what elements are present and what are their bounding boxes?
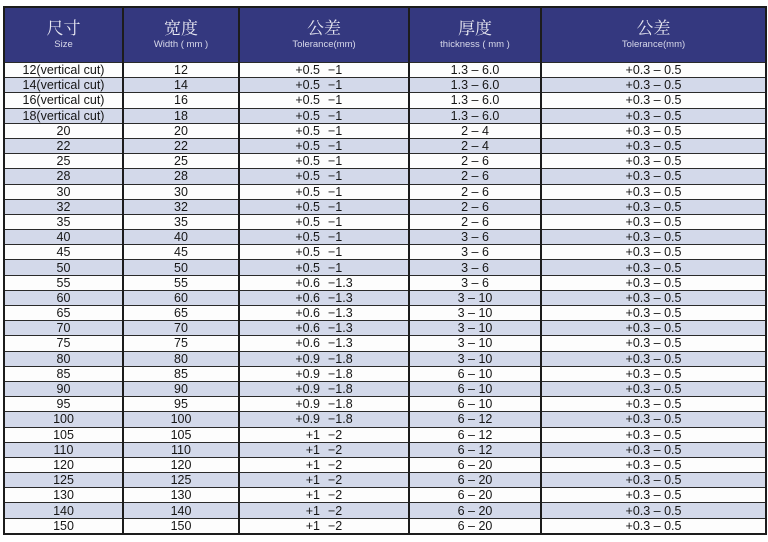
tolerance-plus: +0.5 (295, 78, 320, 93)
table-row (4, 108, 766, 123)
cell-width: 70 (123, 321, 239, 336)
header-width-tolerance (239, 7, 409, 63)
cell-size: 120 (4, 457, 123, 472)
cell-width: 105 (123, 427, 239, 442)
cell-width-tolerance (239, 108, 409, 123)
table-row (4, 473, 766, 488)
tolerance-minus: −1 (328, 184, 343, 199)
cell-size: 105 (4, 427, 123, 442)
cell-thickness: 1.3 – 6.0 (409, 93, 541, 108)
cell-width-tolerance (239, 199, 409, 214)
cell-thickness: 1.3 – 6.0 (409, 78, 541, 93)
cell-width-tolerance (239, 154, 409, 169)
tolerance-minus: −1 (328, 93, 343, 108)
cell-size: 30 (4, 184, 123, 199)
tolerance-minus: −2 (328, 503, 343, 518)
tolerance-plus: +0.9 (295, 412, 320, 427)
cell-thickness: 6 – 20 (409, 457, 541, 472)
cell-width: 140 (123, 503, 239, 518)
header-en: thickness ( mm ) (440, 39, 510, 50)
cell-thickness: 6 – 20 (409, 473, 541, 488)
cell-width-tolerance (239, 260, 409, 275)
tolerance-minus: −1 (328, 108, 343, 123)
tolerance-minus: −2 (328, 442, 343, 457)
tolerance-plus: +1 (305, 473, 320, 488)
cell-thickness: 6 – 20 (409, 518, 541, 534)
header-en: Size (54, 39, 73, 50)
table-row (4, 412, 766, 427)
cell-thickness-tolerance: +0.3 – 0.5 (541, 290, 766, 305)
cell-width: 45 (123, 245, 239, 260)
cell-thickness-tolerance: +0.3 – 0.5 (541, 260, 766, 275)
tolerance-minus: −1.3 (328, 336, 353, 351)
cell-thickness-tolerance: +0.3 – 0.5 (541, 63, 766, 78)
cell-size: 75 (4, 336, 123, 351)
cell-thickness: 6 – 10 (409, 397, 541, 412)
cell-width-tolerance (239, 351, 409, 366)
header-zh: 公差 (307, 19, 341, 39)
header-zh: 公差 (636, 19, 671, 39)
cell-thickness: 2 – 6 (409, 169, 541, 184)
tolerance-plus: +0.5 (295, 245, 320, 260)
cell-width-tolerance (239, 306, 409, 321)
cell-thickness-tolerance: +0.3 – 0.5 (541, 108, 766, 123)
tolerance-minus: −1.8 (328, 382, 353, 397)
cell-thickness: 3 – 10 (409, 321, 541, 336)
spec-table (3, 6, 767, 535)
table-row (4, 184, 766, 199)
cell-thickness: 6 – 12 (409, 442, 541, 457)
tolerance-minus: −1.8 (328, 412, 353, 427)
cell-width-tolerance (239, 321, 409, 336)
tolerance-plus: +0.9 (295, 351, 320, 366)
tolerance-minus: −2 (328, 518, 343, 533)
cell-width-tolerance (239, 503, 409, 518)
cell-width-tolerance (239, 427, 409, 442)
header-en: Width ( mm ) (153, 39, 209, 50)
table-row (4, 78, 766, 93)
cell-width-tolerance (239, 230, 409, 245)
cell-size: 85 (4, 366, 123, 381)
cell-width-tolerance (239, 123, 409, 138)
cell-size: 110 (4, 442, 123, 457)
cell-width-tolerance (239, 457, 409, 472)
cell-size: 60 (4, 290, 123, 305)
tolerance-plus: +0.6 (295, 321, 320, 336)
cell-size: 20 (4, 123, 123, 138)
cell-thickness: 3 – 6 (409, 275, 541, 290)
cell-thickness-tolerance: +0.3 – 0.5 (541, 488, 766, 503)
cell-width-tolerance (239, 184, 409, 199)
tolerance-plus: +0.5 (295, 230, 320, 245)
cell-thickness-tolerance: +0.3 – 0.5 (541, 93, 766, 108)
tolerance-plus: +1 (305, 427, 320, 442)
cell-width: 50 (123, 260, 239, 275)
cell-thickness-tolerance: +0.3 – 0.5 (541, 245, 766, 260)
tolerance-plus: +0.5 (295, 63, 320, 78)
header-zh: 尺寸 (46, 19, 81, 39)
cell-thickness: 6 – 12 (409, 412, 541, 427)
header-size (4, 7, 123, 63)
cell-thickness-tolerance: +0.3 – 0.5 (541, 351, 766, 366)
tolerance-plus: +0.5 (295, 108, 320, 123)
table-row (4, 245, 766, 260)
cell-size: 70 (4, 321, 123, 336)
cell-width: 95 (123, 397, 239, 412)
cell-thickness-tolerance: +0.3 – 0.5 (541, 184, 766, 199)
table-row (4, 260, 766, 275)
tolerance-minus: −1 (328, 245, 343, 260)
table-row (4, 397, 766, 412)
tolerance-plus: +0.5 (295, 154, 320, 169)
table-row (4, 290, 766, 305)
cell-thickness-tolerance: +0.3 – 0.5 (541, 199, 766, 214)
cell-size: 32 (4, 199, 123, 214)
cell-size: 14(vertical cut) (4, 78, 123, 93)
cell-thickness: 3 – 10 (409, 306, 541, 321)
cell-thickness: 6 – 20 (409, 503, 541, 518)
cell-width: 18 (123, 108, 239, 123)
cell-thickness-tolerance: +0.3 – 0.5 (541, 427, 766, 442)
tolerance-plus: +0.6 (295, 306, 320, 321)
table-row (4, 306, 766, 321)
cell-thickness: 2 – 4 (409, 123, 541, 138)
cell-width: 75 (123, 336, 239, 351)
header-en: Tolerance(mm) (621, 39, 686, 50)
cell-size: 28 (4, 169, 123, 184)
cell-thickness-tolerance: +0.3 – 0.5 (541, 306, 766, 321)
cell-width: 100 (123, 412, 239, 427)
cell-width: 90 (123, 381, 239, 396)
tolerance-minus: −1.8 (328, 366, 353, 381)
tolerance-minus: −2 (328, 488, 343, 503)
cell-size: 45 (4, 245, 123, 260)
cell-thickness: 2 – 6 (409, 199, 541, 214)
cell-size: 125 (4, 473, 123, 488)
cell-width-tolerance (239, 138, 409, 153)
cell-width-tolerance (239, 336, 409, 351)
cell-thickness: 3 – 10 (409, 351, 541, 366)
tolerance-plus: +1 (305, 518, 320, 533)
tolerance-plus: +0.9 (295, 397, 320, 412)
header-width (123, 7, 239, 63)
table-row (4, 230, 766, 245)
header-thickness (409, 7, 541, 63)
table-row (4, 93, 766, 108)
cell-thickness: 3 – 10 (409, 336, 541, 351)
cell-thickness: 3 – 10 (409, 290, 541, 305)
cell-width-tolerance (239, 397, 409, 412)
cell-thickness: 6 – 10 (409, 381, 541, 396)
tolerance-minus: −2 (328, 473, 343, 488)
tolerance-plus: +0.9 (295, 366, 320, 381)
cell-width-tolerance (239, 381, 409, 396)
table-body (4, 63, 766, 534)
cell-thickness-tolerance: +0.3 – 0.5 (541, 230, 766, 245)
tolerance-plus: +0.5 (295, 199, 320, 214)
cell-thickness: 2 – 4 (409, 138, 541, 153)
cell-size: 55 (4, 275, 123, 290)
cell-thickness: 2 – 6 (409, 154, 541, 169)
tolerance-minus: −1.8 (328, 397, 353, 412)
tolerance-minus: −1 (328, 214, 343, 229)
cell-width: 32 (123, 199, 239, 214)
cell-thickness: 3 – 6 (409, 230, 541, 245)
table-row (4, 488, 766, 503)
cell-width-tolerance (239, 488, 409, 503)
cell-thickness-tolerance: +0.3 – 0.5 (541, 442, 766, 457)
tolerance-minus: −1 (328, 230, 343, 245)
tolerance-minus: −1 (328, 154, 343, 169)
cell-width: 110 (123, 442, 239, 457)
cell-width: 28 (123, 169, 239, 184)
tolerance-plus: +0.5 (295, 169, 320, 184)
table-row (4, 275, 766, 290)
cell-thickness-tolerance: +0.3 – 0.5 (541, 473, 766, 488)
cell-thickness-tolerance: +0.3 – 0.5 (541, 275, 766, 290)
tolerance-plus: +1 (305, 442, 320, 457)
tolerance-minus: −1.3 (328, 275, 353, 290)
table-row (4, 503, 766, 518)
header-en: Tolerance(mm) (292, 39, 356, 50)
cell-size: 25 (4, 154, 123, 169)
table-row (4, 321, 766, 336)
cell-thickness-tolerance: +0.3 – 0.5 (541, 123, 766, 138)
tolerance-minus: −1.3 (328, 306, 353, 321)
table-row (4, 123, 766, 138)
table-row (4, 518, 766, 534)
cell-thickness: 2 – 6 (409, 184, 541, 199)
tolerance-plus: +0.5 (295, 184, 320, 199)
table-row (4, 442, 766, 457)
cell-width-tolerance (239, 245, 409, 260)
cell-width: 20 (123, 123, 239, 138)
cell-width: 22 (123, 138, 239, 153)
cell-size: 18(vertical cut) (4, 108, 123, 123)
table-row (4, 381, 766, 396)
header-row (4, 7, 766, 63)
cell-width: 120 (123, 457, 239, 472)
cell-width: 12 (123, 63, 239, 78)
table-row (4, 63, 766, 78)
cell-size: 16(vertical cut) (4, 93, 123, 108)
cell-thickness-tolerance: +0.3 – 0.5 (541, 412, 766, 427)
cell-size: 100 (4, 412, 123, 427)
tolerance-minus: −2 (328, 457, 343, 472)
tolerance-minus: −1 (328, 260, 343, 275)
header-zh: 厚度 (458, 19, 492, 39)
cell-thickness-tolerance: +0.3 – 0.5 (541, 503, 766, 518)
table-row (4, 336, 766, 351)
cell-size: 50 (4, 260, 123, 275)
table-row (4, 366, 766, 381)
cell-thickness-tolerance: +0.3 – 0.5 (541, 138, 766, 153)
cell-width-tolerance (239, 78, 409, 93)
cell-width-tolerance (239, 63, 409, 78)
cell-thickness-tolerance: +0.3 – 0.5 (541, 321, 766, 336)
table-row (4, 214, 766, 229)
tolerance-plus: +0.6 (295, 290, 320, 305)
cell-thickness: 6 – 10 (409, 366, 541, 381)
cell-thickness-tolerance: +0.3 – 0.5 (541, 366, 766, 381)
cell-size: 22 (4, 138, 123, 153)
cell-width: 55 (123, 275, 239, 290)
tolerance-plus: +0.5 (295, 139, 320, 154)
tolerance-minus: −1 (328, 139, 343, 154)
cell-width-tolerance (239, 518, 409, 534)
cell-thickness-tolerance: +0.3 – 0.5 (541, 336, 766, 351)
cell-width: 16 (123, 93, 239, 108)
cell-thickness: 3 – 6 (409, 260, 541, 275)
cell-size: 40 (4, 230, 123, 245)
cell-thickness-tolerance: +0.3 – 0.5 (541, 397, 766, 412)
cell-size: 90 (4, 381, 123, 396)
table-row (4, 169, 766, 184)
cell-thickness-tolerance: +0.3 – 0.5 (541, 518, 766, 534)
tolerance-plus: +0.6 (295, 336, 320, 351)
tolerance-plus: +1 (305, 488, 320, 503)
cell-thickness-tolerance: +0.3 – 0.5 (541, 169, 766, 184)
cell-width-tolerance (239, 169, 409, 184)
tolerance-minus: −1.3 (328, 321, 353, 336)
cell-width: 40 (123, 230, 239, 245)
tolerance-plus: +0.5 (295, 260, 320, 275)
table-row (4, 138, 766, 153)
cell-thickness: 6 – 20 (409, 488, 541, 503)
cell-size: 150 (4, 518, 123, 534)
cell-thickness-tolerance: +0.3 – 0.5 (541, 214, 766, 229)
cell-size: 65 (4, 306, 123, 321)
tolerance-minus: −1 (328, 169, 343, 184)
cell-width: 60 (123, 290, 239, 305)
tolerance-plus: +0.5 (295, 93, 320, 108)
cell-width: 130 (123, 488, 239, 503)
cell-thickness-tolerance: +0.3 – 0.5 (541, 381, 766, 396)
cell-width: 25 (123, 154, 239, 169)
tolerance-plus: +0.5 (295, 214, 320, 229)
cell-thickness: 2 – 6 (409, 214, 541, 229)
cell-width-tolerance (239, 473, 409, 488)
cell-width-tolerance (239, 366, 409, 381)
cell-thickness-tolerance: +0.3 – 0.5 (541, 457, 766, 472)
cell-thickness: 1.3 – 6.0 (409, 63, 541, 78)
cell-width-tolerance (239, 412, 409, 427)
cell-width-tolerance (239, 442, 409, 457)
tolerance-plus: +0.6 (295, 275, 320, 290)
cell-width: 85 (123, 366, 239, 381)
header-zh: 宽度 (164, 19, 198, 39)
cell-thickness-tolerance: +0.3 – 0.5 (541, 154, 766, 169)
table-row (4, 427, 766, 442)
cell-size: 95 (4, 397, 123, 412)
tolerance-minus: −1 (328, 123, 343, 138)
cell-size: 140 (4, 503, 123, 518)
cell-thickness: 3 – 6 (409, 245, 541, 260)
cell-size: 80 (4, 351, 123, 366)
table-row (4, 351, 766, 366)
table-row (4, 457, 766, 472)
cell-width: 125 (123, 473, 239, 488)
cell-width-tolerance (239, 275, 409, 290)
cell-width-tolerance (239, 214, 409, 229)
cell-thickness: 6 – 12 (409, 427, 541, 442)
cell-thickness: 1.3 – 6.0 (409, 108, 541, 123)
cell-size: 12(vertical cut) (4, 63, 123, 78)
tolerance-plus: +1 (305, 457, 320, 472)
cell-thickness-tolerance: +0.3 – 0.5 (541, 78, 766, 93)
cell-width-tolerance (239, 93, 409, 108)
tolerance-minus: −1.3 (328, 290, 353, 305)
header-thickness-tolerance (541, 7, 766, 63)
cell-width-tolerance (239, 290, 409, 305)
tolerance-minus: −1 (328, 199, 343, 214)
tolerance-plus: +0.9 (295, 382, 320, 397)
table-row (4, 199, 766, 214)
tolerance-minus: −1.8 (328, 351, 353, 366)
cell-width: 150 (123, 518, 239, 534)
tolerance-minus: −1 (328, 63, 343, 78)
cell-width: 14 (123, 78, 239, 93)
tolerance-plus: +1 (305, 503, 320, 518)
cell-size: 130 (4, 488, 123, 503)
tolerance-minus: −1 (328, 78, 343, 93)
tolerance-minus: −2 (328, 427, 343, 442)
cell-width: 80 (123, 351, 239, 366)
tolerance-plus: +0.5 (295, 123, 320, 138)
table-header (4, 7, 766, 63)
cell-size: 35 (4, 214, 123, 229)
cell-width: 35 (123, 214, 239, 229)
table-row (4, 154, 766, 169)
cell-width: 65 (123, 306, 239, 321)
cell-width: 30 (123, 184, 239, 199)
